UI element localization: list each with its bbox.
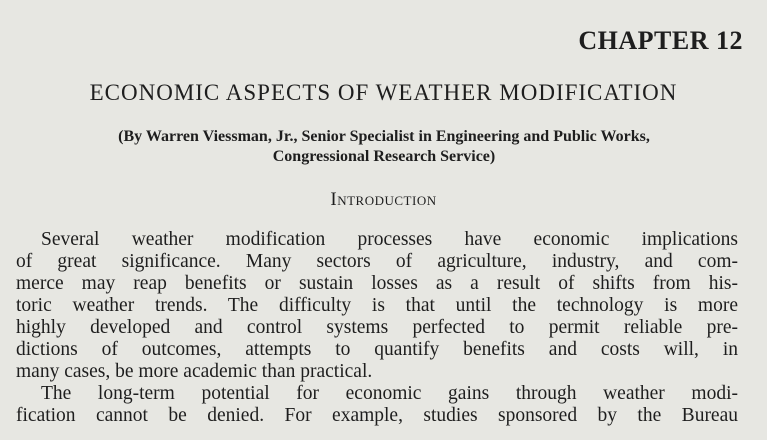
paragraph-2 [16,383,738,427]
paragraph-line: Several weather modification processes have economic implications [41,229,738,250]
paragraph-line: toric weather trends. The difficulty is that until the technology is more [16,295,738,316]
paragraph-line: fication cannot be denied. For example, studies sponsored by the Bureau [16,405,738,426]
paragraph-line: merce may reap benefits or sustain losses as a result of shifts from his- [16,273,738,294]
paragraph-line: of great significance. Many sectors of agriculture, industry, and com- [16,251,738,272]
paragraph-line: many cases, be more academic than practical. [16,361,373,382]
paragraph-line: The long-term potential for economic gains through weather modi- [41,383,738,404]
byline-line-2: Congressional Research Service) [272,148,496,165]
section-heading: Introduction [330,189,437,210]
paragraph-line: dictions of outcomes, attempts to quantify benefits and costs will, in [16,339,738,360]
body-text [16,229,738,427]
author-byline [16,127,752,167]
byline-line-1: (By Warren Viessman, Jr., Senior Specialist in Engineering and Public Works, [118,128,650,145]
chapter-number: CHAPTER 12 [578,26,743,55]
chapter-title: ECONOMIC ASPECTS OF WEATHER MODIFICATION [89,80,678,105]
paragraph-1 [16,229,738,383]
paragraph-line: highly developed and control systems perfected to permit reliable pre- [16,317,738,338]
